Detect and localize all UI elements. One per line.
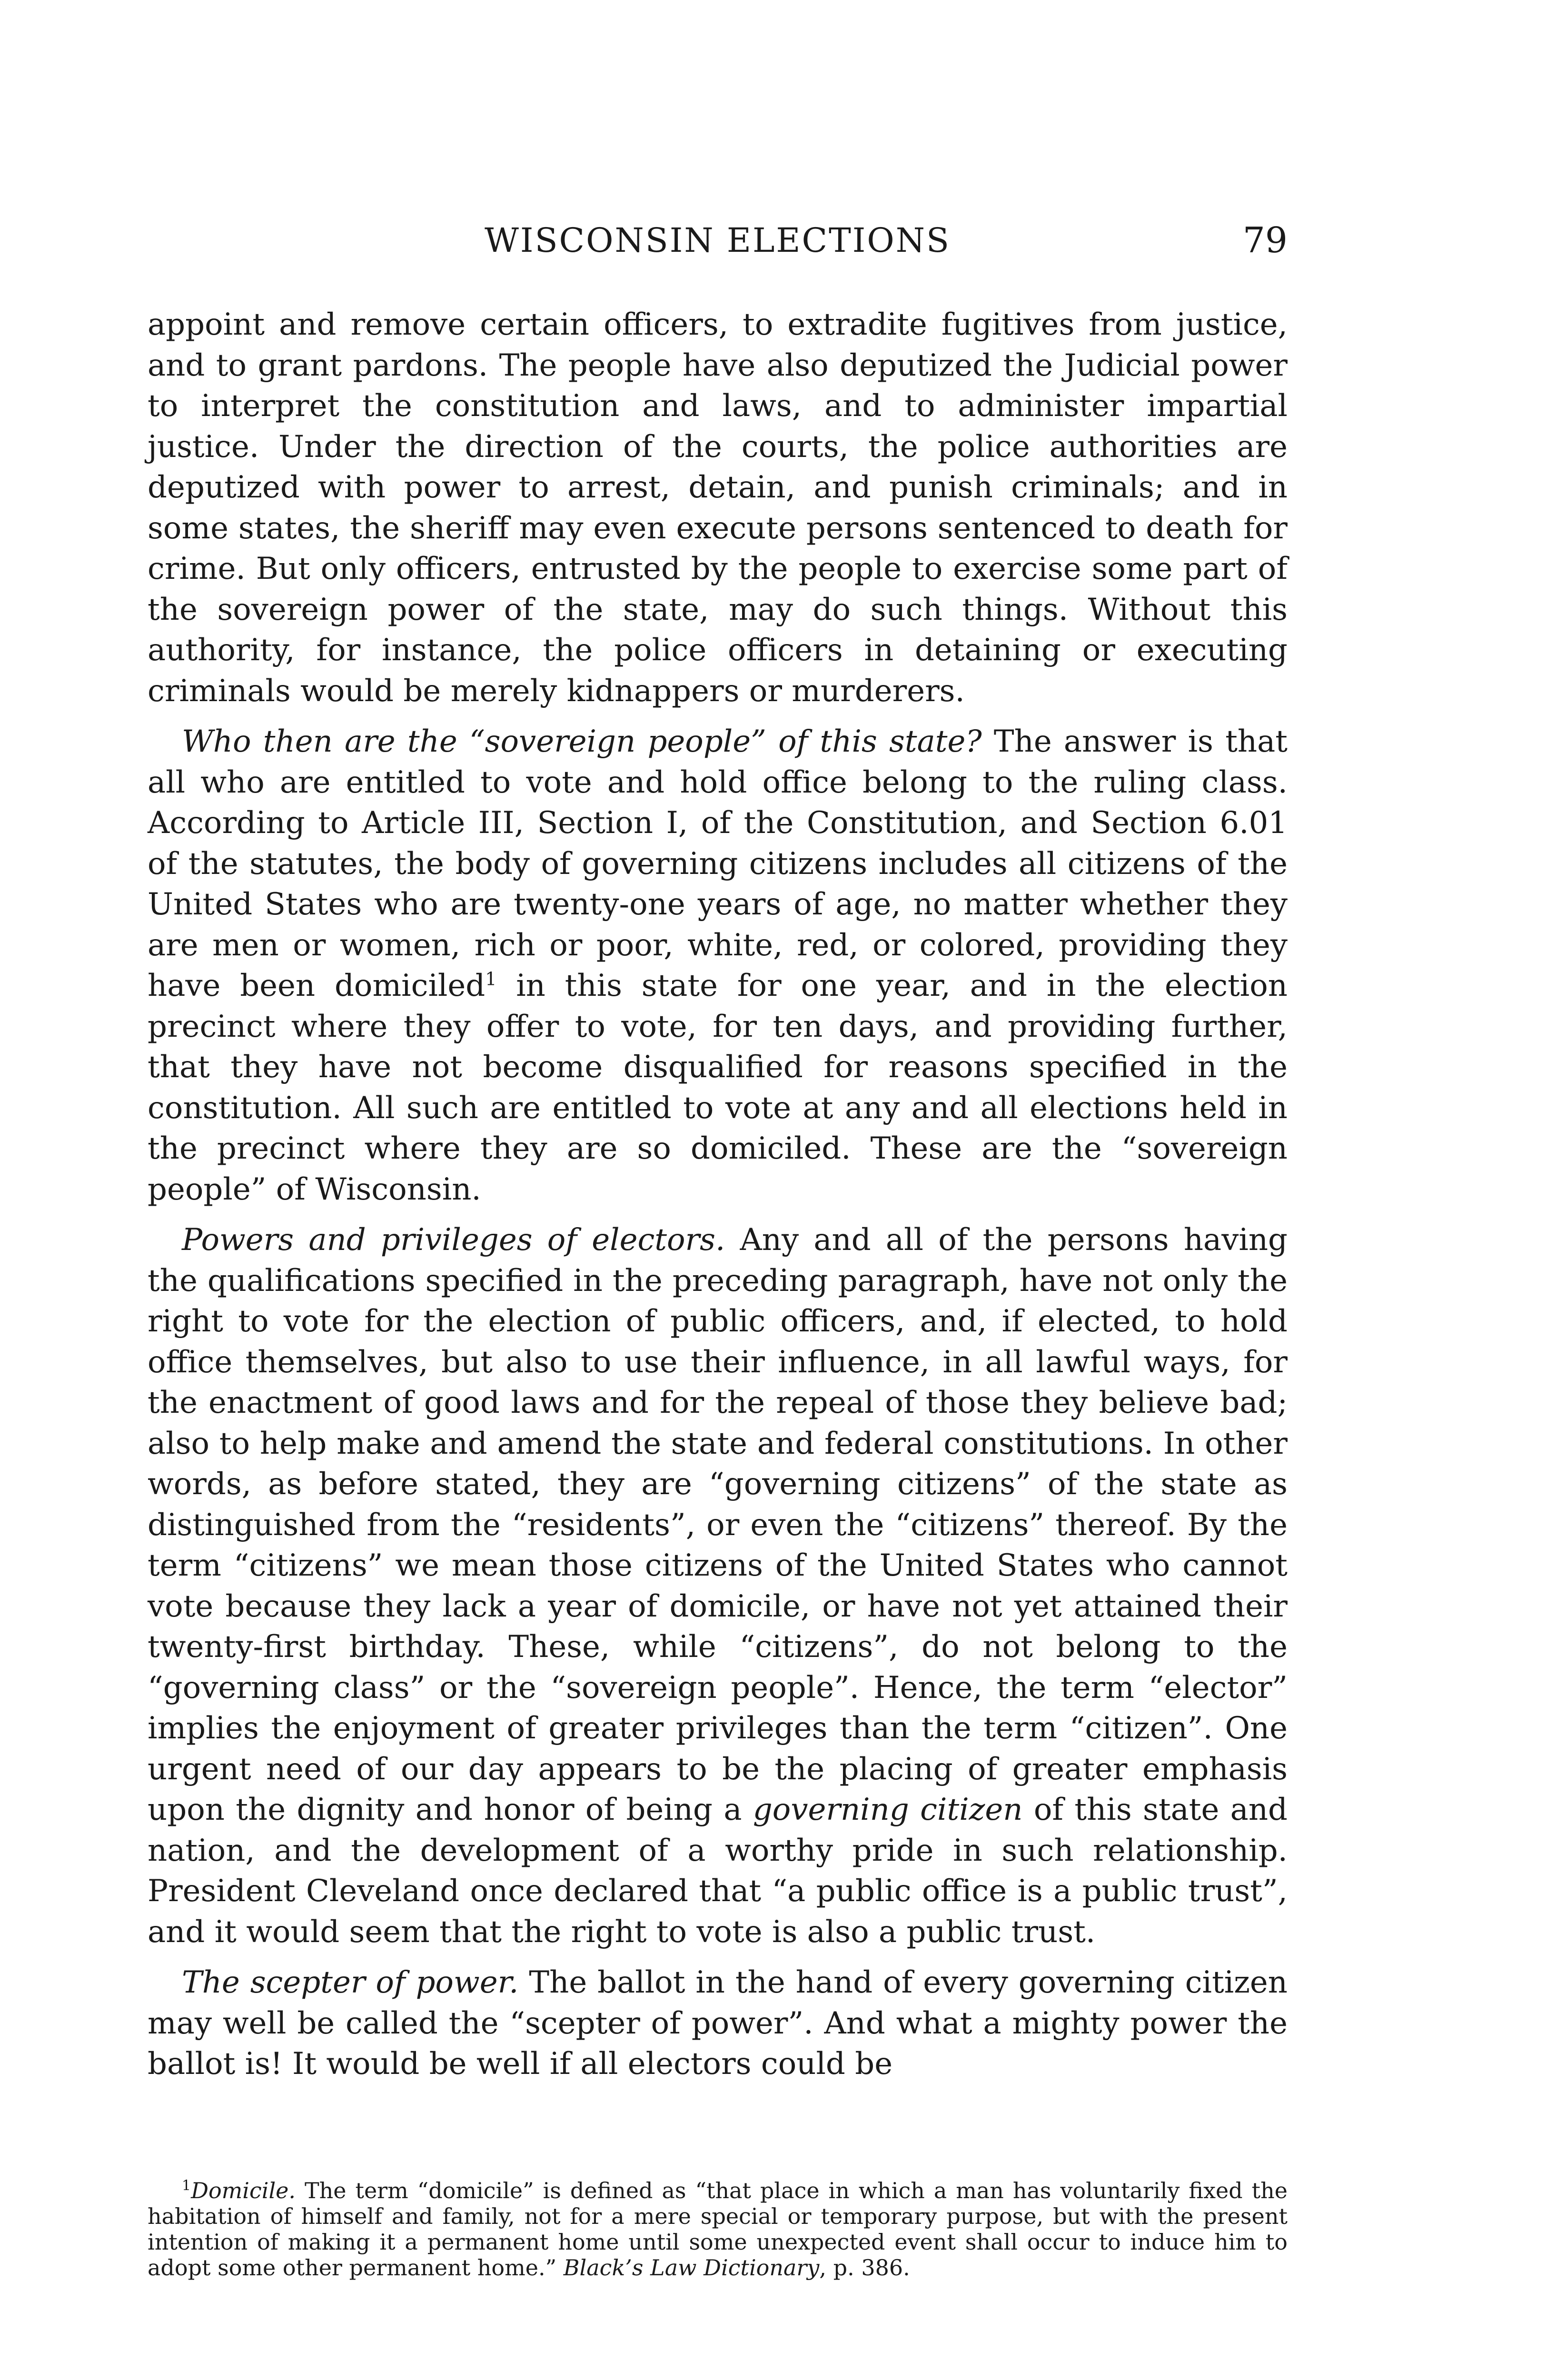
footnote-source: Black’s Law Dictionary: [563, 2255, 820, 2281]
footnote-label: Domicile.: [191, 2178, 296, 2203]
paragraph-lead-sovereign-people: Who then are the “sovereign people” of this state?: [182, 724, 982, 759]
paragraph-sovereign-people: [148, 722, 1288, 1210]
book-page: [148, 0, 1288, 2380]
paragraph-text: appoint and remove certain officers, to extradite fugitives from justice, and to grant pardons. The people have also deputized the Judicial power to interpret the constitution and laws, and to administer impartial justice. Under the direction of the courts, the police authorities are deputized with power to arrest, detain, and punish criminals; and in some states, the sheriff may even execute persons sentenced to death for crime. But only officers, entrusted by the people to exercise some part of the sovereign power of the state, may do such things. Without this authority, for instance, the police officers in detaining or executing criminals would be merely kidnappers or murderers.: [148, 307, 1288, 709]
footnote-text: The term “domicile” is defined as “that place in which a man has voluntarily fixed the habitation of himself and family, not for a mere special or temporary purpose, but with the present intention of making it a permanent home until some unexpected event shall occur to induce him to adopt some other permanent home.”: [148, 2178, 1288, 2281]
footnote: [148, 2178, 1288, 2281]
running-title: WISCONSIN ELECTIONS: [484, 221, 951, 260]
footnote-reference: 1: [485, 968, 497, 990]
emphasis-governing-citizen: governing citizen: [753, 1792, 1023, 1827]
footnote-mark: 1: [182, 2177, 191, 2194]
body-text: [148, 305, 1288, 2095]
paragraph-text: The answer is that all who are entitled to vote and hold office belong to the ruling class. According to Article III, Section I, of the Constitution, and Section 6.01 of the statutes, the body of governing citizens includes all citizens of the United States who are twenty-one years of age, no matter whether they are men or women, rich or poor, white, red, or colored, providing they have been domiciled: [148, 724, 1288, 1003]
footnote-page-ref: , p. 386.: [819, 2255, 910, 2281]
paragraph-text: The ballot in the hand of every governing citizen may well be called the “scepter of power”. And what a mighty power the ballot is! It would be well if all electors could be: [148, 1965, 1288, 2082]
page-number: 79: [1242, 220, 1288, 261]
paragraph-text: Any and all of the persons having the qualifications specified in the preceding paragraph, have not only the right to vote for the election of public officers, and, if elected, to hold office themselves, but also to use their influence, in all lawful ways, for the enactment of good laws and for the repeal of those they believe bad; also to help make and amend the state and federal constitutions. In other words, as before stated, they are “governing citizens” of the state as distinguished from the “residents”, or even the “citizens” thereof. By the term “citizens” we mean those citizens of the United States who cannot vote because they lack a year of domicile, or have not yet attained their twenty-first birthday. These, while “citizens”, do not belong to the “governing class” or the “sovereign people”. Hence, the term “elector” implies the enjoyment of greater privileges than the term “citizen”. One urgent need of our day appears to be the placing of greater emphasis upon the dignity and honor of being a: [148, 1222, 1288, 1827]
paragraph-text: of this state and nation, and the development of a worthy pride in such relationship. President Cleveland once declared that “a public office is a public trust”, and it would seem that the right to vote is also a public trust.: [148, 1792, 1288, 1950]
paragraph-lead-powers-privileges: Powers and privileges of electors.: [182, 1222, 725, 1258]
running-head: [148, 217, 1288, 269]
paragraph-lead-scepter: The scepter of power.: [182, 1965, 519, 2000]
paragraph-executive-judicial-powers: [148, 305, 1288, 712]
paragraph-text: in this state for one year, and in the election precinct where they offer to vote, for ten days, and providing further, that they have not become disqualified for reasons specified in the constitution. All such are entitled to vote at any and all elections held in the precinct where they are so domiciled. These are the “sovereign people” of Wisconsin.: [148, 968, 1288, 1207]
paragraph-scepter-of-power: [148, 1963, 1288, 2085]
paragraph-powers-privileges: [148, 1220, 1288, 1953]
